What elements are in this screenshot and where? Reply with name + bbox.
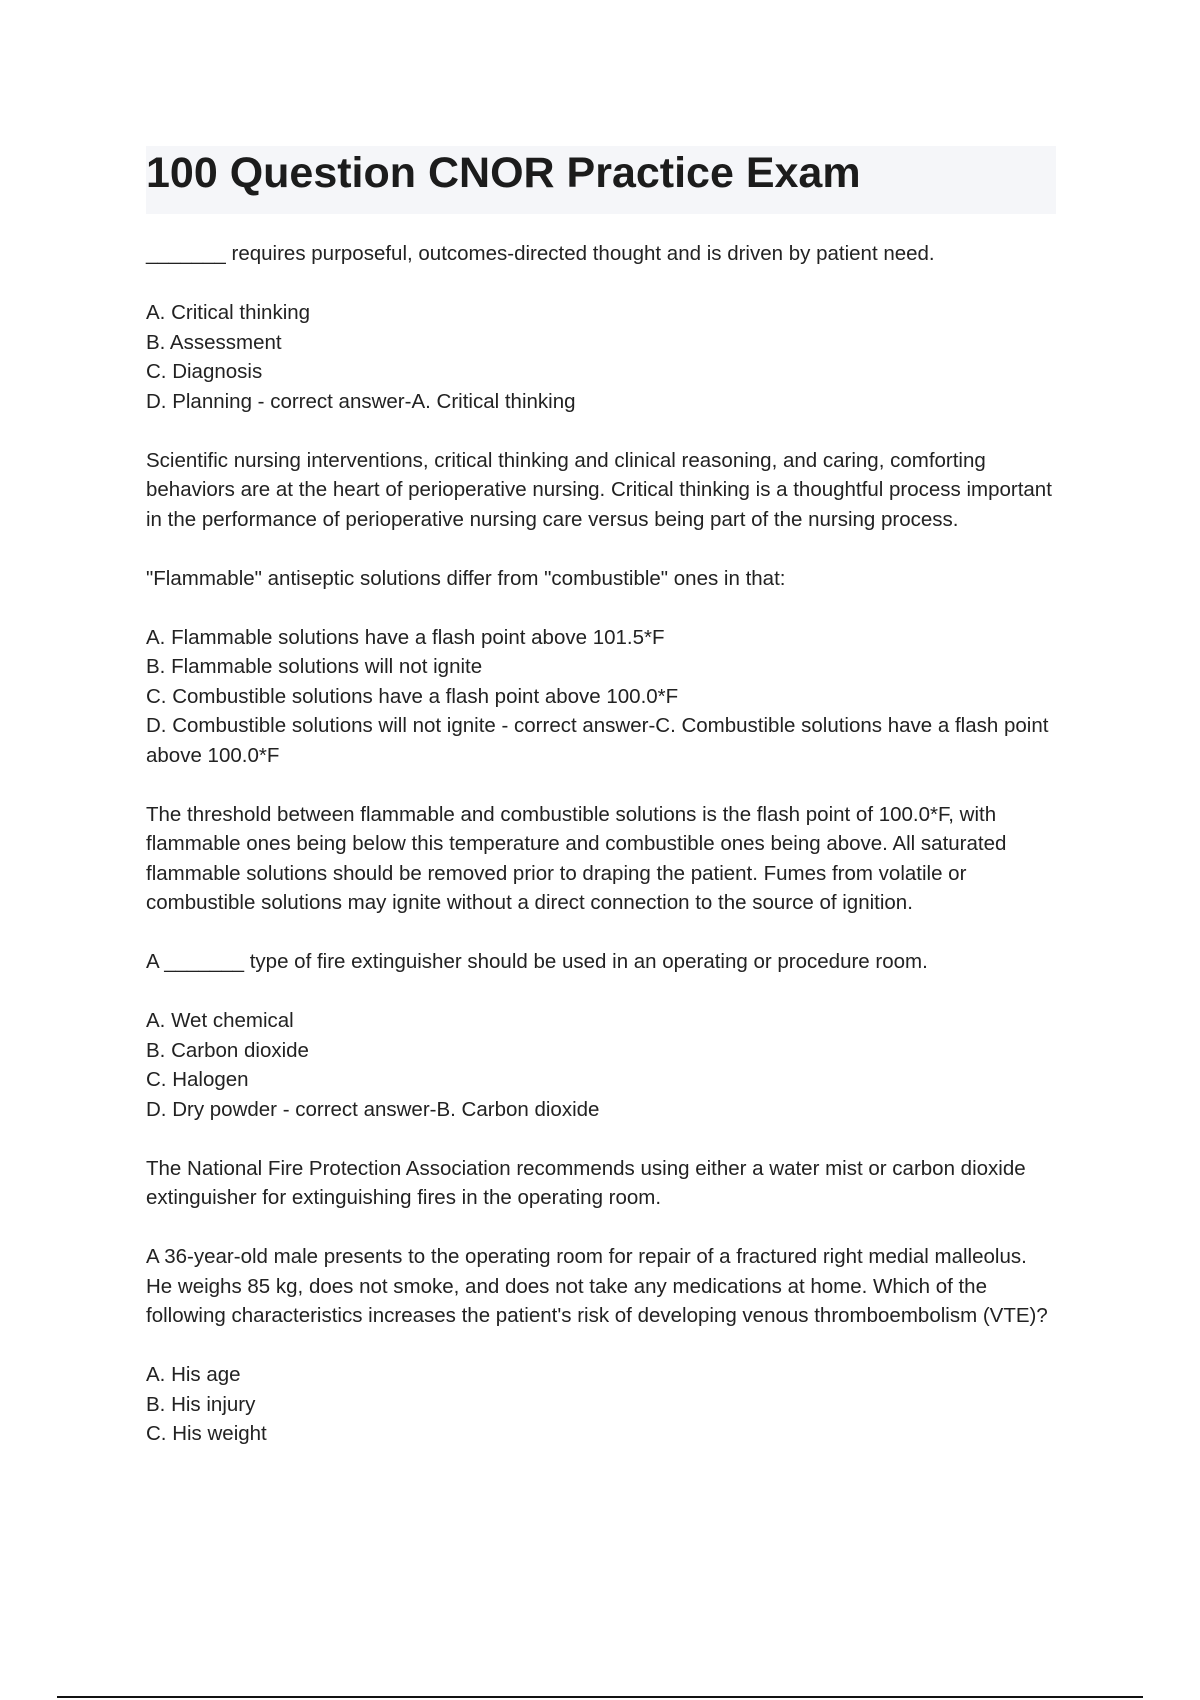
question-stem: "Flammable" antiseptic solutions differ from "combustible" ones in that: [146,566,786,590]
page-bottom-rule [57,1696,1143,1698]
answer-option: C. Combustible solutions have a flash point above 100.0*F [146,684,679,708]
answer-option-with-correct-answer: D. Combustible solutions will not ignite - correct answer-C. Combustible solutions have a flash point above 100.0*F [146,714,1049,767]
rationale: Scientific nursing interventions, critical thinking and clinical reasoning, and caring, comforting behaviors are at the heart of perioperative nursing. Critical thinking is a thoughtful process important in the performance of perioperative nursing care versus being part of the nursing process. [146,448,1052,531]
question-stem: A 36-year-old male presents to the operating room for repair of a fractured right medial malleolus. He weighs 85 kg, does not smoke, and does not take any medications at home. Which of the following characteristics increases the patient's risk of developing venous thromboembolism (VTE)? [146,1245,1048,1327]
answer-option: B. Assessment [146,330,282,354]
answer-option-with-correct-answer: D. Planning - correct answer-A. Critical thinking [146,389,576,413]
answer-options [146,1006,1056,1124]
rationale: The National Fire Protection Association recommends using either a water mist or carbon dioxide extinguisher for extinguishing fires in the operating room. [146,1156,1026,1209]
answer-options [146,298,1056,416]
answer-option: B. His injury [146,1392,256,1416]
question-4 [146,1242,1056,1449]
answer-option: B. Carbon dioxide [146,1038,309,1062]
answer-option: C. Diagnosis [146,360,263,383]
question-stem: _______ requires purposeful, outcomes-directed thought and is driven by patient need. [146,242,935,265]
question-3 [146,947,1056,1213]
document-body [146,239,1056,1478]
answer-option: A. His age [146,1363,241,1386]
question-2 [146,564,1056,918]
answer-options [146,623,1056,771]
document-title: 100 Question CNOR Practice Exam [146,149,861,197]
answer-option: C. His weight [146,1422,267,1445]
answer-option: C. Halogen [146,1068,249,1091]
question-1 [146,239,1056,534]
answer-option: B. Flammable solutions will not ignite [146,655,483,678]
answer-option: A. Wet chemical [146,1009,294,1032]
answer-option: A. Flammable solutions have a flash point above 101.5*F [146,625,665,649]
rationale: The threshold between flammable and combustible solutions is the flash point of 100.0*F, with flammable ones being below this temperature and combustible ones being above. All saturated flammable solutions should be removed prior to draping the patient. Fumes from volatile or combustible solutions may ignite without a direct connection to the source of ignition. [146,802,1007,914]
answer-options [146,1360,1056,1449]
answer-option: A. Critical thinking [146,301,311,324]
question-stem: A _______ type of fire extinguisher should be used in an operating or procedure room. [146,950,928,973]
answer-option-with-correct-answer: D. Dry powder - correct answer-B. Carbon dioxide [146,1097,600,1121]
